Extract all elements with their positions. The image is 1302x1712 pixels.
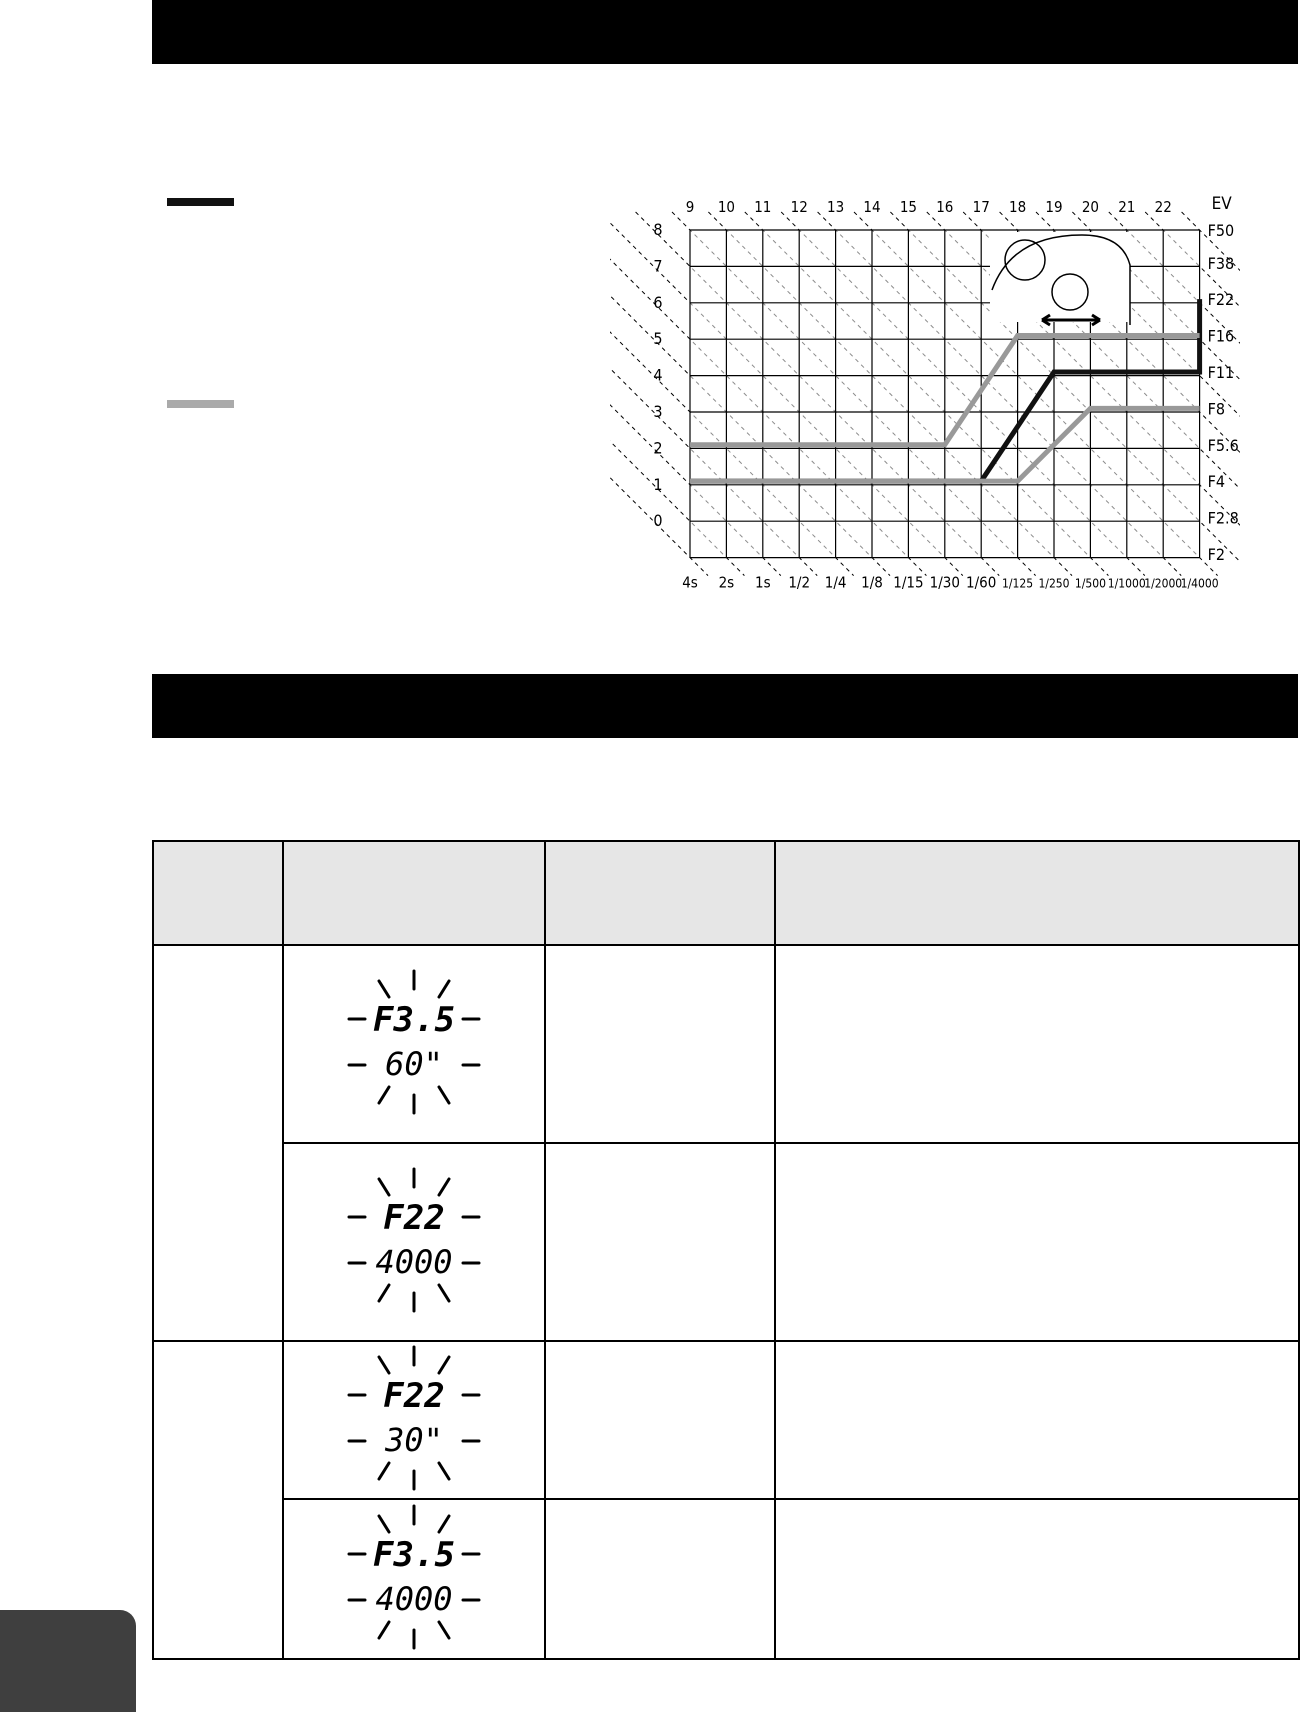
lcd-display <box>339 1502 489 1656</box>
shutter-readout: 60" <box>385 1045 443 1083</box>
aperture-tick-label: F4 <box>1207 472 1226 492</box>
aperture-tick-label: F16 <box>1207 326 1235 346</box>
table-row <box>153 1143 1299 1341</box>
aperture-tick-label: F38 <box>1207 253 1235 273</box>
blink-ray <box>439 1179 449 1195</box>
aperture-readout: F3.5 <box>373 1535 455 1575</box>
shutter-tick-label: 1/125 <box>1002 576 1034 591</box>
blink-rays <box>349 971 479 1113</box>
blink-ray <box>379 1463 389 1479</box>
ev-top-label: 13 <box>827 198 845 216</box>
shutter-tick-label: 1/2 <box>788 573 811 592</box>
aperture-tick-label: F2 <box>1207 544 1226 564</box>
camera-dial-icon <box>990 232 1130 325</box>
table-cell <box>545 945 775 1143</box>
ev-left-label: 7 <box>653 256 663 276</box>
shutter-tick-label: 1/4000 <box>1180 576 1219 591</box>
ev-top-label: 10 <box>717 198 735 216</box>
legend-black-line <box>167 198 234 206</box>
ev-left-label: 6 <box>653 292 663 312</box>
ev-left-label: 2 <box>653 438 663 458</box>
shutter-tick-label: 1/30 <box>929 573 960 592</box>
shutter-tick-label: 1/1000 <box>1107 576 1146 591</box>
shutter-tick-label: 1/250 <box>1038 576 1070 591</box>
shutter-tick-label: 1/15 <box>893 573 924 592</box>
ev-left-label: 8 <box>653 220 663 239</box>
warning-table <box>152 840 1300 1660</box>
ev-left-label: 0 <box>653 511 663 531</box>
ev-top-label: 15 <box>899 198 917 216</box>
ev-top-label: 11 <box>754 198 772 216</box>
blink-ray <box>439 1516 449 1532</box>
aperture-tick-label: F8 <box>1207 399 1226 419</box>
shutter-readout: 4000 <box>375 1580 453 1618</box>
lcd-cell <box>283 1341 545 1499</box>
shutter-tick-label: 1/2000 <box>1144 576 1183 591</box>
table-cell <box>545 1499 775 1659</box>
header-cell <box>283 841 545 945</box>
ev-top-label: 12 <box>790 198 808 216</box>
blinking-lcd-icon <box>339 1343 489 1493</box>
section-header-bar <box>152 0 1298 64</box>
blink-ray <box>439 1285 449 1301</box>
blink-rays <box>349 1506 479 1648</box>
lcd-cell <box>283 945 545 1143</box>
table-row <box>153 1499 1299 1659</box>
program-line-chart <box>610 185 1240 595</box>
lcd-cell <box>283 1499 545 1659</box>
blink-rays <box>349 1169 479 1311</box>
blinking-lcd-icon <box>339 967 489 1117</box>
blink-ray <box>439 1463 449 1479</box>
ev-top-label: 18 <box>1009 198 1027 216</box>
lcd-display <box>339 967 489 1121</box>
shutter-readout: 30" <box>385 1421 443 1459</box>
ev-left-label: 4 <box>653 365 663 385</box>
chapter-side-tab <box>0 1610 136 1712</box>
aperture-readout: F22 <box>383 1198 445 1238</box>
blink-ray <box>379 1087 389 1103</box>
section-header-bar-2 <box>152 674 1298 738</box>
shutter-tick-label: 1/8 <box>861 573 883 592</box>
shutter-tick-label: 1/60 <box>966 573 997 592</box>
ev-left-label: 1 <box>653 474 663 494</box>
ev-top-label: 9 <box>685 198 695 216</box>
table-cell <box>775 945 1299 1143</box>
aperture-readout: F22 <box>383 1376 445 1416</box>
aperture-readout: F3.5 <box>373 1000 455 1040</box>
header-cell <box>153 841 283 945</box>
aperture-tick-label: F50 <box>1207 221 1235 240</box>
lcd-cell <box>283 1143 545 1341</box>
shutter-tick-label: 1/4 <box>824 573 847 592</box>
aperture-tick-label: F22 <box>1207 290 1235 310</box>
ev-top-label: 14 <box>863 198 881 216</box>
blink-ray <box>439 1087 449 1103</box>
table-row <box>153 945 1299 1143</box>
blink-ray <box>439 981 449 997</box>
ev-top-label: 16 <box>936 198 954 216</box>
blink-rays <box>349 1347 479 1489</box>
aperture-tick-label: F5.6 <box>1207 435 1239 455</box>
table-row <box>153 1341 1299 1499</box>
category-cell <box>153 945 283 1341</box>
ev-top-label: 21 <box>1118 198 1136 216</box>
blink-ray <box>379 1179 389 1195</box>
table-cell <box>545 1143 775 1341</box>
ev-left-label: 5 <box>653 329 663 349</box>
header-cell <box>775 841 1299 945</box>
shutter-readout: 4000 <box>375 1243 453 1281</box>
blinking-lcd-icon <box>339 1502 489 1652</box>
blink-ray <box>439 1357 449 1373</box>
ev-top-label: 22 <box>1154 198 1172 216</box>
blink-ray <box>379 1622 389 1638</box>
ev-top-label: 17 <box>972 198 990 216</box>
shutter-tick-label: 1/500 <box>1074 576 1106 591</box>
ev-top-label: 19 <box>1045 198 1063 216</box>
header-cell <box>545 841 775 945</box>
category-cell <box>153 1341 283 1659</box>
ev-left-label: 3 <box>653 402 663 421</box>
blink-ray <box>379 981 389 997</box>
ev-top-label: 20 <box>1081 198 1099 216</box>
aperture-tick-label: F2.8 <box>1207 508 1239 528</box>
table-header-row <box>153 841 1299 945</box>
blinking-lcd-icon <box>339 1165 489 1315</box>
table-cell <box>775 1499 1299 1659</box>
blink-ray <box>379 1516 389 1532</box>
ev-unit-label: EV <box>1211 194 1232 214</box>
blink-ray <box>439 1622 449 1638</box>
shutter-tick-label: 1s <box>754 573 771 592</box>
shutter-tick-label: 2s <box>718 573 735 592</box>
table-cell <box>545 1341 775 1499</box>
table-cell <box>775 1143 1299 1341</box>
legend-gray-line <box>167 400 234 408</box>
lcd-display <box>339 1165 489 1319</box>
shutter-tick-label: 4s <box>682 573 698 592</box>
blink-ray <box>379 1285 389 1301</box>
aperture-tick-label: F11 <box>1207 362 1235 382</box>
blink-ray <box>379 1357 389 1373</box>
lcd-display <box>339 1343 489 1497</box>
table-cell <box>775 1341 1299 1499</box>
